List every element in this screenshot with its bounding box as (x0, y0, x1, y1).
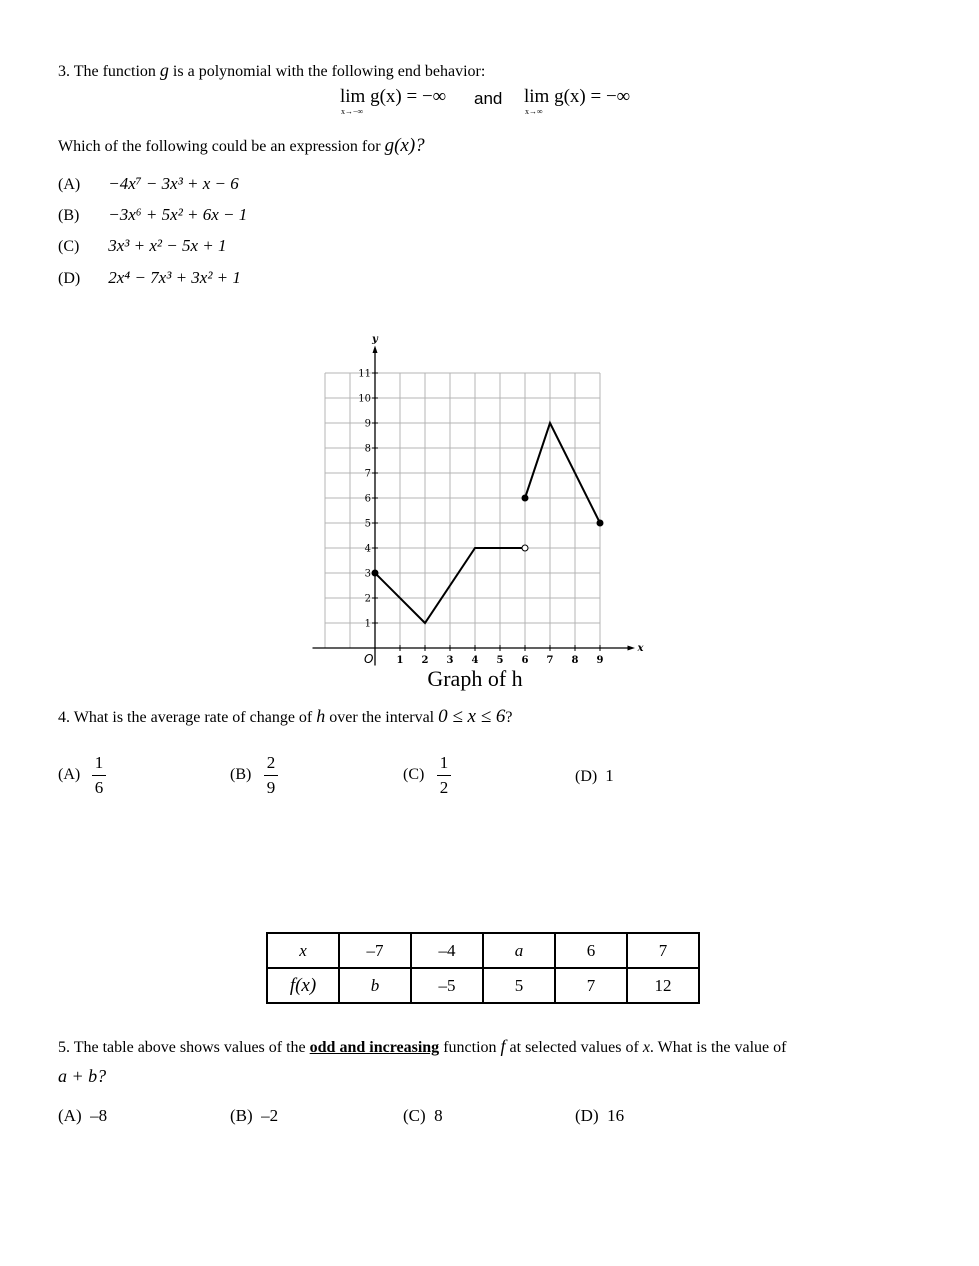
table-cell: 6 (555, 933, 627, 968)
tick-labels (358, 369, 603, 667)
y-tick-label: 9 (364, 418, 371, 430)
table-cell: –5 (411, 968, 483, 1003)
fraction-bar (92, 775, 106, 776)
choice-label: (D) (575, 768, 598, 785)
q3-number: 3. (58, 63, 70, 80)
limit-left-expr: lim g(x) = −∞ (340, 86, 447, 107)
choice-expr: 3x³ + x² − 5x + 1 (108, 236, 227, 255)
q5-stem-a: The table above shows values of the (73, 1039, 306, 1056)
fraction-bar (264, 775, 278, 776)
closed-endpoint (372, 570, 378, 576)
q3-stem (58, 60, 485, 81)
q4-tail: ? (505, 709, 513, 726)
x-tick-label: 7 (546, 655, 554, 666)
q3-limit-right (524, 86, 630, 108)
x-tick-label: 4 (471, 655, 479, 666)
choice-value: –2 (261, 1106, 279, 1125)
choice-value: 8 (434, 1106, 443, 1125)
table-cell: b (339, 968, 411, 1003)
table-cell: a (483, 933, 555, 968)
open-endpoint (522, 545, 528, 551)
q5-var: f (500, 1036, 506, 1056)
y-tick-label: 10 (358, 393, 371, 405)
y-tick-label: 7 (364, 468, 371, 480)
table-cell: –4 (411, 933, 483, 968)
y-tick-label: 4 (364, 543, 371, 555)
q5-expr: a + b? (58, 1066, 107, 1086)
x-tick-label: 5 (496, 655, 504, 666)
x-tick-label: 8 (571, 655, 579, 666)
q5-var2: x (642, 1039, 650, 1056)
choice-label: (C) (403, 1106, 426, 1125)
x-axis-arrow (628, 646, 636, 651)
fraction-bar (437, 775, 451, 776)
limit-right-expr: lim g(x) = −∞ (524, 86, 631, 107)
table-cell: 7 (555, 968, 627, 1003)
fraction-denominator: 9 (266, 778, 276, 797)
q3-choice-b[interactable] (58, 205, 247, 225)
x-tick-label: 6 (521, 655, 529, 666)
y-axis-label: y (372, 334, 378, 345)
choice-expr: 2x⁴ − 7x³ + 3x² + 1 (108, 268, 241, 287)
q3-choice-d[interactable] (58, 268, 241, 288)
fraction-numerator: 1 (439, 753, 449, 772)
q4-stem-text: What is the average rate of change of (73, 709, 313, 726)
fraction-numerator: 1 (94, 753, 104, 772)
q5-stem-b: function (443, 1039, 497, 1056)
table-cell: 12 (627, 968, 699, 1003)
y-tick-label: 11 (358, 368, 371, 380)
q5-emphasis: odd and increasing (309, 1039, 440, 1056)
table-header-x: x (267, 933, 339, 968)
q3-prompt-text: Which of the following could be an expression for (58, 138, 381, 155)
table-header-fx: f(x) (267, 968, 339, 1003)
q4-choice-a-fraction (92, 754, 106, 797)
x-axis-label: x (637, 643, 644, 654)
q4-interval: 0 ≤ x ≤ 6 (438, 706, 506, 727)
choice-value: –8 (90, 1106, 108, 1125)
choice-label: (B) (230, 1106, 253, 1125)
graph-of-h (300, 330, 650, 695)
q5-choice-d[interactable] (575, 1106, 624, 1126)
q5-stem-d: . What is the value of (649, 1039, 787, 1056)
choice-label: (D) (575, 1106, 599, 1125)
grid (325, 373, 600, 648)
x-tick-label: 1 (396, 655, 404, 666)
q5-number: 5. (58, 1039, 70, 1056)
choice-label: (B) (58, 207, 80, 224)
function-table (266, 932, 700, 1004)
q4-var: h (316, 706, 326, 726)
q5-choice-b[interactable] (230, 1106, 278, 1126)
x-tick-label: 9 (596, 655, 604, 666)
y-tick-label: 1 (364, 618, 371, 630)
x-tick-label: 3 (446, 655, 454, 666)
choice-value: 1 (605, 766, 614, 785)
q5-stem-c: at selected values of (509, 1039, 639, 1056)
choice-label: (D) (58, 270, 81, 287)
y-tick-label: 8 (364, 443, 371, 455)
q4-stem (58, 706, 513, 728)
fraction-denominator: 2 (439, 778, 449, 797)
q4-choice-a-label[interactable]: (A) (58, 766, 81, 783)
graph-caption: Graph of h (427, 666, 523, 691)
fraction-denominator: 6 (94, 778, 104, 797)
y-tick-label: 2 (364, 593, 371, 605)
q5-choice-a[interactable] (58, 1106, 107, 1126)
q3-var: g (159, 60, 169, 80)
y-tick-label: 6 (364, 493, 371, 505)
q4-choice-b-label[interactable]: (B) (230, 766, 252, 783)
choice-label: (A) (58, 1106, 82, 1125)
q3-stem-b: is a polynomial with the following end behavior: (172, 63, 486, 80)
q4-choice-c-label[interactable]: (C) (403, 766, 425, 783)
origin-label: O (364, 652, 374, 666)
q3-limit-left-sub: x→−∞ (341, 107, 364, 116)
closed-endpoint (522, 495, 528, 501)
q4-choice-c-fraction (437, 754, 451, 797)
table-row-fx (267, 968, 699, 1003)
q3-connector: and (474, 89, 503, 108)
fraction-numerator: 2 (266, 753, 276, 772)
q3-prompt (58, 135, 425, 157)
table-row-x (267, 933, 699, 968)
q3-prompt-tail: g(x)? (384, 135, 425, 156)
q3-limit-left (340, 86, 446, 108)
choice-label: (C) (58, 238, 80, 255)
choice-value: 16 (607, 1106, 625, 1125)
q3-stem-a: The function (73, 63, 156, 80)
q5-choice-c[interactable] (403, 1106, 443, 1126)
table-cell: –7 (339, 933, 411, 968)
choice-expr: −3x⁶ + 5x² + 6x − 1 (108, 205, 248, 224)
q3-choice-a[interactable] (58, 174, 239, 194)
q5-stem (58, 1032, 918, 1092)
table-cell: 7 (627, 933, 699, 968)
q4-stem-b: over the interval (329, 709, 435, 726)
y-axis-arrow (373, 346, 378, 354)
x-tick-label: 2 (421, 655, 429, 666)
choice-expr: −4x⁷ − 3x³ + x − 6 (108, 174, 239, 193)
table-cell: 5 (483, 968, 555, 1003)
choice-label: (A) (58, 176, 81, 193)
q3-choice-c[interactable] (58, 236, 227, 256)
y-tick-label: 5 (364, 518, 371, 530)
q3-limit-right-sub: x→∞ (525, 107, 543, 116)
y-tick-label: 3 (364, 568, 371, 580)
closed-endpoint (597, 520, 603, 526)
q4-choice-b-fraction (264, 754, 278, 797)
q4-number: 4. (58, 709, 70, 726)
q4-choice-d[interactable] (575, 766, 614, 786)
